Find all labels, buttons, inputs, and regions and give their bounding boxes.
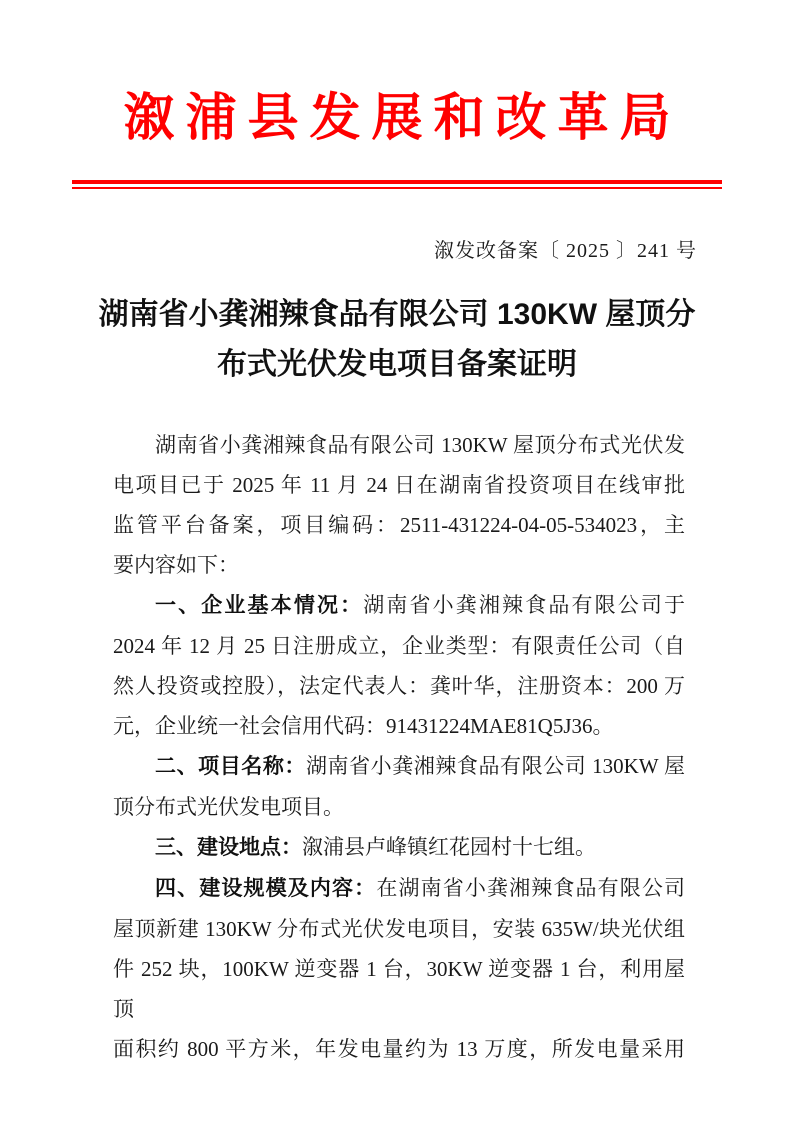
section3-label: 三、建设地点：	[155, 836, 302, 859]
agency-letterhead: 溆浦县发展和改革局	[123, 89, 682, 146]
document-body	[0, 425, 794, 1069]
section1-label: 一、企业基本情况：	[155, 594, 364, 617]
document-title	[0, 290, 794, 390]
section2-line-2: 顶分布式光伏发电项目。	[113, 795, 344, 819]
title-line-1: 湖南省小龚湘辣食品有限公司 130KW 屋顶分	[98, 298, 696, 331]
section1-line-4: 元，企业统一社会信用代码：91431224MAE81Q5J36。	[113, 714, 614, 738]
section3-line-1: 三、建设地点：溆浦县卢峰镇红花园村十七组。	[155, 835, 596, 859]
intro-line-2: 电项目已于 2025 年 11 月 24 日在湖南省投资项目在线审批	[113, 473, 685, 497]
section4-line-2: 屋顶新建 130KW 分布式光伏发电项目，安装 635W/块光伏组	[113, 917, 685, 941]
letterhead-separator	[72, 180, 722, 189]
separator-line-thin	[72, 187, 722, 189]
section4-label: 四、建设规模及内容：	[155, 877, 377, 900]
intro-line-4: 要内容如下：	[113, 553, 239, 577]
section1-line-3: 然人投资或控股），法定代表人：龚叶华，注册资本：200 万	[113, 674, 685, 698]
section4-line-3: 件 252 块，100KW 逆变器 1 台，30KW 逆变器 1 台，利用屋顶	[113, 957, 685, 1021]
section2-label: 二、项目名称：	[155, 755, 306, 778]
section1-line-2: 2024 年 12 月 25 日注册成立，企业类型：有限责任公司（自	[113, 634, 685, 658]
intro-line-1: 湖南省小龚湘辣食品有限公司 130KW 屋顶分布式光伏发	[155, 433, 685, 457]
document-number: 溆发改备案〔 2025 〕241 号	[434, 240, 697, 262]
title-line-2: 布式光伏发电项目备案证明	[217, 348, 577, 381]
separator-line-thick	[72, 180, 722, 184]
section2-line-1: 二、项目名称：湖南省小龚湘辣食品有限公司 130KW 屋	[155, 754, 686, 778]
section4-line-1: 四、建设规模及内容：在湖南省小龚湘辣食品有限公司	[155, 876, 686, 900]
intro-line-3: 监管平台备案，项目编码：2511-431224-04-05-534023，主	[113, 513, 685, 537]
section4-line-4: 面积约 800 平方米，年发电量约为 13 万度，所发电量采用	[113, 1037, 685, 1061]
section1-line-1: 一、企业基本情况：湖南省小龚湘辣食品有限公司于	[155, 593, 686, 617]
